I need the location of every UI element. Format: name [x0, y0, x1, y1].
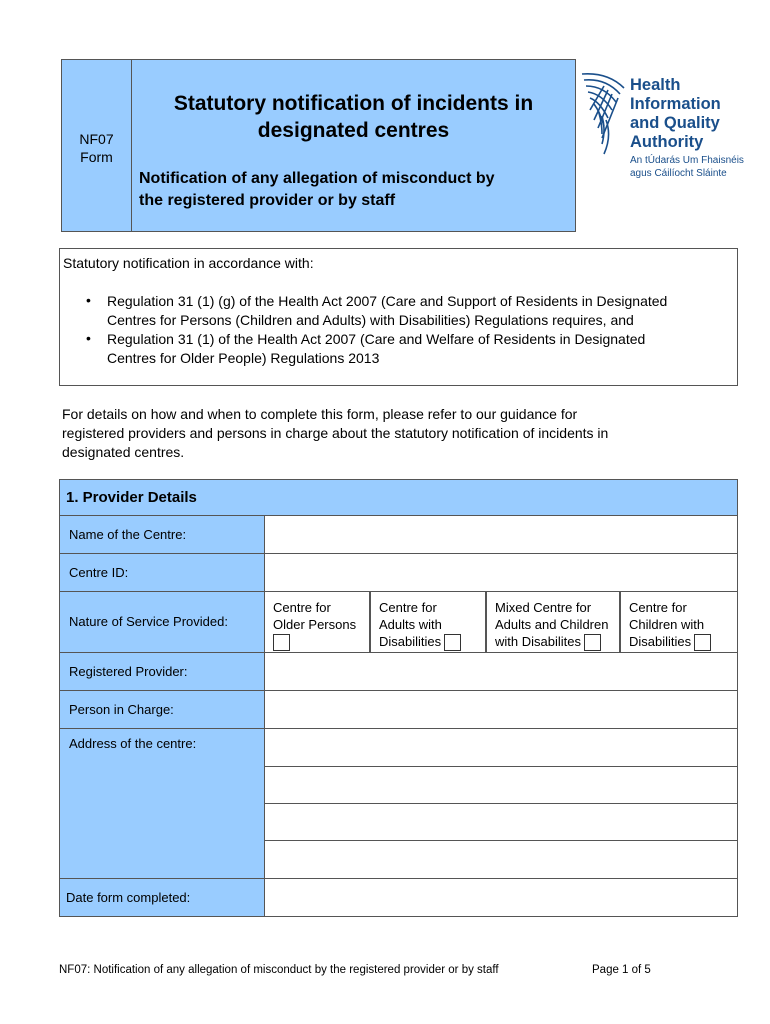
regulation-item: Regulation 31 (1) of the Health Act 2007 (Care and Welfare of Residents in Designated Centres for Older People) Regulations 2013	[107, 331, 646, 366]
date-completed-field[interactable]	[264, 879, 738, 917]
bullet-icon: •	[86, 330, 91, 346]
date-completed-label-cell: Date form completed:	[59, 879, 265, 917]
address-line-1-field[interactable]	[264, 729, 738, 767]
service-option-mixed: Mixed Centre for Adults and Children with Disabilites	[486, 592, 620, 653]
address-line-2-field[interactable]	[264, 767, 738, 804]
centre-id-field[interactable]	[264, 554, 738, 592]
page-number: Page 1 of 5	[592, 964, 651, 976]
mixed-centre-checkbox[interactable]	[584, 634, 601, 651]
hiqa-logo-icon	[578, 68, 630, 156]
section-title: 1. Provider Details	[66, 489, 197, 506]
page-subtitle: Notification of any allegation of misconduct by the registered provider or by staff	[139, 170, 495, 209]
address-line-3-field[interactable]	[264, 804, 738, 841]
adults-disabilities-checkbox[interactable]	[444, 634, 461, 651]
registered-provider-field[interactable]	[264, 653, 738, 691]
name-of-centre-field[interactable]	[264, 516, 738, 554]
centre-id-label-cell: Centre ID:	[59, 554, 265, 592]
hiqa-logo-text: Health Information and Quality Authority	[630, 76, 721, 151]
older-persons-checkbox[interactable]	[273, 634, 290, 651]
address-label-cell: Address of the centre:	[59, 729, 265, 879]
guidance-paragraph: For details on how and when to complete this form, please refer to our guidance for registered providers and persons in charge about the statutory notification of incidents in designated centres.	[62, 406, 609, 460]
person-in-charge-label-cell: Person in Charge:	[59, 691, 265, 729]
form-code-cell	[61, 59, 131, 232]
form-label: Form	[80, 149, 113, 165]
footer-form-name: NF07: Notification of any allegation of misconduct by the registered provider or by staff	[59, 964, 499, 976]
hiqa-logo-irish-text: An tÚdarás Um Fhaisnéis agus Cáilíocht Sláinte	[630, 155, 744, 179]
regulation-item: Regulation 31 (1) (g) of the Health Act 2007 (Care and Support of Residents in Designated Centres for Persons (Children and Adults) with Disabilities) Regulations requires, and	[107, 293, 668, 328]
bullet-icon: •	[86, 292, 91, 308]
page-title: Statutory notification of incidents in designated centres	[173, 92, 534, 142]
service-option-older-persons: Centre for Older Persons	[264, 592, 370, 653]
nature-of-service-label-cell: Nature of Service Provided:	[59, 592, 265, 653]
service-option-adults-disabilities: Centre for Adults with Disabilities	[370, 592, 486, 653]
statutory-intro: Statutory notification in accordance with:	[63, 255, 314, 271]
form-code: NF07	[79, 131, 114, 147]
name-of-centre-label-cell: Name of the Centre:	[59, 516, 265, 554]
children-disabilities-checkbox[interactable]	[694, 634, 711, 651]
address-line-4-field[interactable]	[264, 841, 738, 879]
registered-provider-label-cell: Registered Provider:	[59, 653, 265, 691]
service-option-children-disabilities: Centre for Children with Disabilities	[620, 592, 738, 653]
person-in-charge-field[interactable]	[264, 691, 738, 729]
